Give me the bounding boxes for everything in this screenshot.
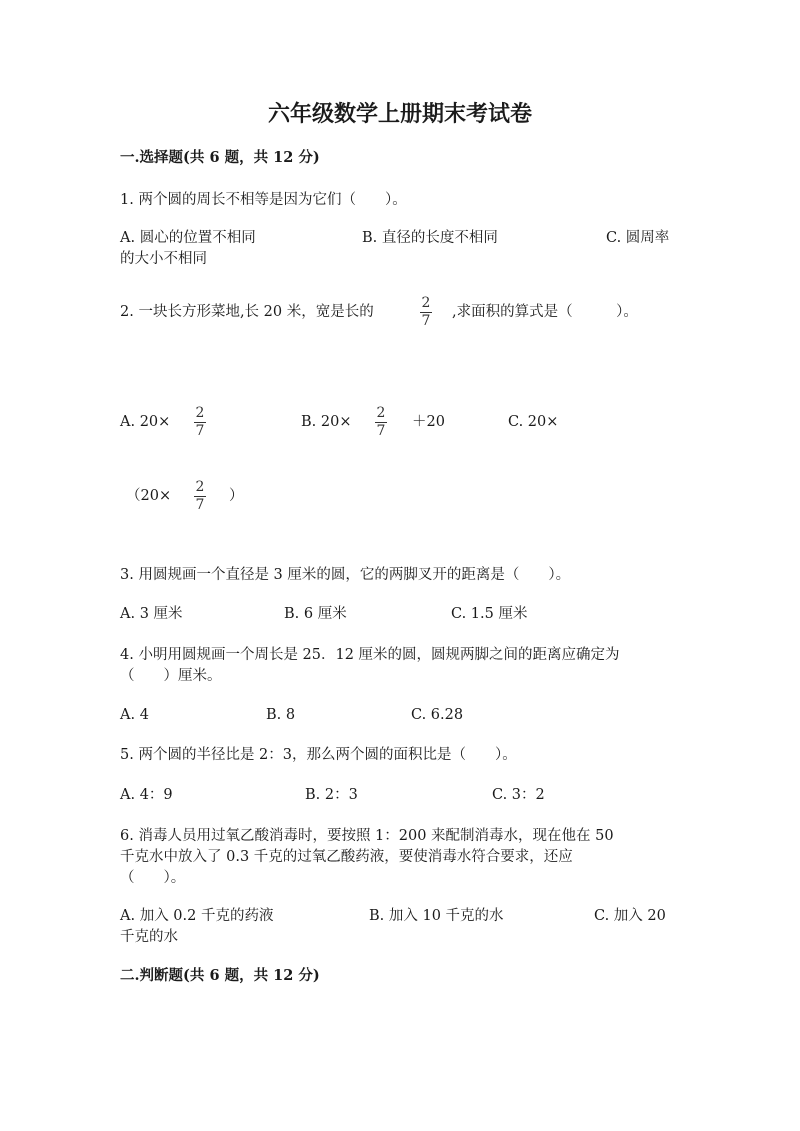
fraction-numerator: 2	[195, 479, 205, 495]
question-2-option-c-wrap-after: ）	[229, 488, 244, 504]
section-heading-true-false: 二.判断题(共 6 题，共 12 分)	[120, 967, 320, 984]
question-6-stem-line-2: 千克水中放入了 0.3 千克的过氧乙酸药液，要使消毒水符合要求，还应	[120, 849, 573, 865]
question-4-option-a: A. 4	[120, 707, 149, 723]
question-3-option-b: B. 6 厘米	[284, 606, 347, 622]
question-1-option-c: C. 圆周率	[606, 230, 670, 246]
page-title: 六年级数学上册期末考试卷	[267, 101, 532, 127]
question-4-stem-line-2: （ ）厘米。	[120, 668, 222, 684]
question-3-option-c: C. 1.5 厘米	[451, 606, 528, 622]
question-4-stem-line-1: 4. 小明用圆规画一个周长是 25．12 厘米的圆，圆规两脚之间的距离应确定为	[120, 647, 620, 663]
question-6-option-c: C. 加入 20	[594, 908, 666, 924]
question-3-stem: 3. 用圆规画一个直径是 3 厘米的圆，它的两脚叉开的距离是（ ）。	[120, 567, 571, 583]
fraction-denominator: 7	[376, 423, 386, 439]
question-2-stem-after: ,求面积的算式是（ ）。	[452, 304, 638, 320]
fraction-numerator: 2	[376, 405, 386, 421]
fraction-denominator: 7	[195, 497, 205, 513]
question-5-stem: 5. 两个圆的半径比是 2：3，那么两个圆的面积比是（ ）。	[120, 747, 517, 763]
option-c-fraction	[193, 480, 207, 513]
question-4-option-c: C. 6.28	[411, 707, 464, 723]
fraction-denominator: 7	[421, 313, 431, 329]
question-1-stem: 1. 两个圆的周长不相等是因为它们（ ）。	[120, 192, 407, 208]
question-5-option-c: C. 3：2	[492, 787, 545, 803]
question-2-option-b: B. 20×	[301, 414, 352, 430]
question-6-option-b: B. 加入 10 千克的水	[369, 908, 504, 924]
question-6-stem-line-1: 6. 消毒人员用过氧乙酸消毒时，要按照 1：200 来配制消毒水，现在他在 50	[120, 828, 614, 844]
question-4-option-b: B. 8	[266, 707, 296, 723]
question-2-option-b-after: ＋20	[412, 414, 445, 430]
fraction-denominator: 7	[195, 423, 205, 439]
option-b-fraction	[374, 406, 388, 439]
option-a-fraction	[193, 406, 207, 439]
question-6-stem-line-3: （ ）。	[120, 870, 186, 886]
question-5-option-b: B. 2：3	[305, 787, 358, 803]
question-2-fraction	[419, 296, 433, 329]
question-1-option-b: B. 直径的长度不相同	[362, 230, 498, 246]
question-2-option-c: C. 20×	[508, 414, 559, 430]
question-1-option-c-wrap: 的大小不相同	[120, 251, 207, 267]
question-6-option-c-wrap: 千克的水	[120, 929, 178, 945]
question-1-option-a: A. 圆心的位置不相同	[120, 230, 256, 246]
question-5-option-a: A. 4：9	[120, 787, 173, 803]
question-2-option-c-wrap: （20×	[126, 488, 172, 504]
question-2-stem: 2. 一块长方形菜地,长 20 米，宽是长的	[120, 304, 374, 320]
section-heading-multiple-choice: 一.选择题(共 6 题，共 12 分)	[120, 149, 320, 166]
question-2-option-a: A. 20×	[120, 414, 171, 430]
question-6-option-a: A. 加入 0.2 千克的药液	[120, 908, 274, 924]
fraction-numerator: 2	[195, 405, 205, 421]
question-3-option-a: A. 3 厘米	[120, 606, 183, 622]
fraction-numerator: 2	[421, 295, 431, 311]
